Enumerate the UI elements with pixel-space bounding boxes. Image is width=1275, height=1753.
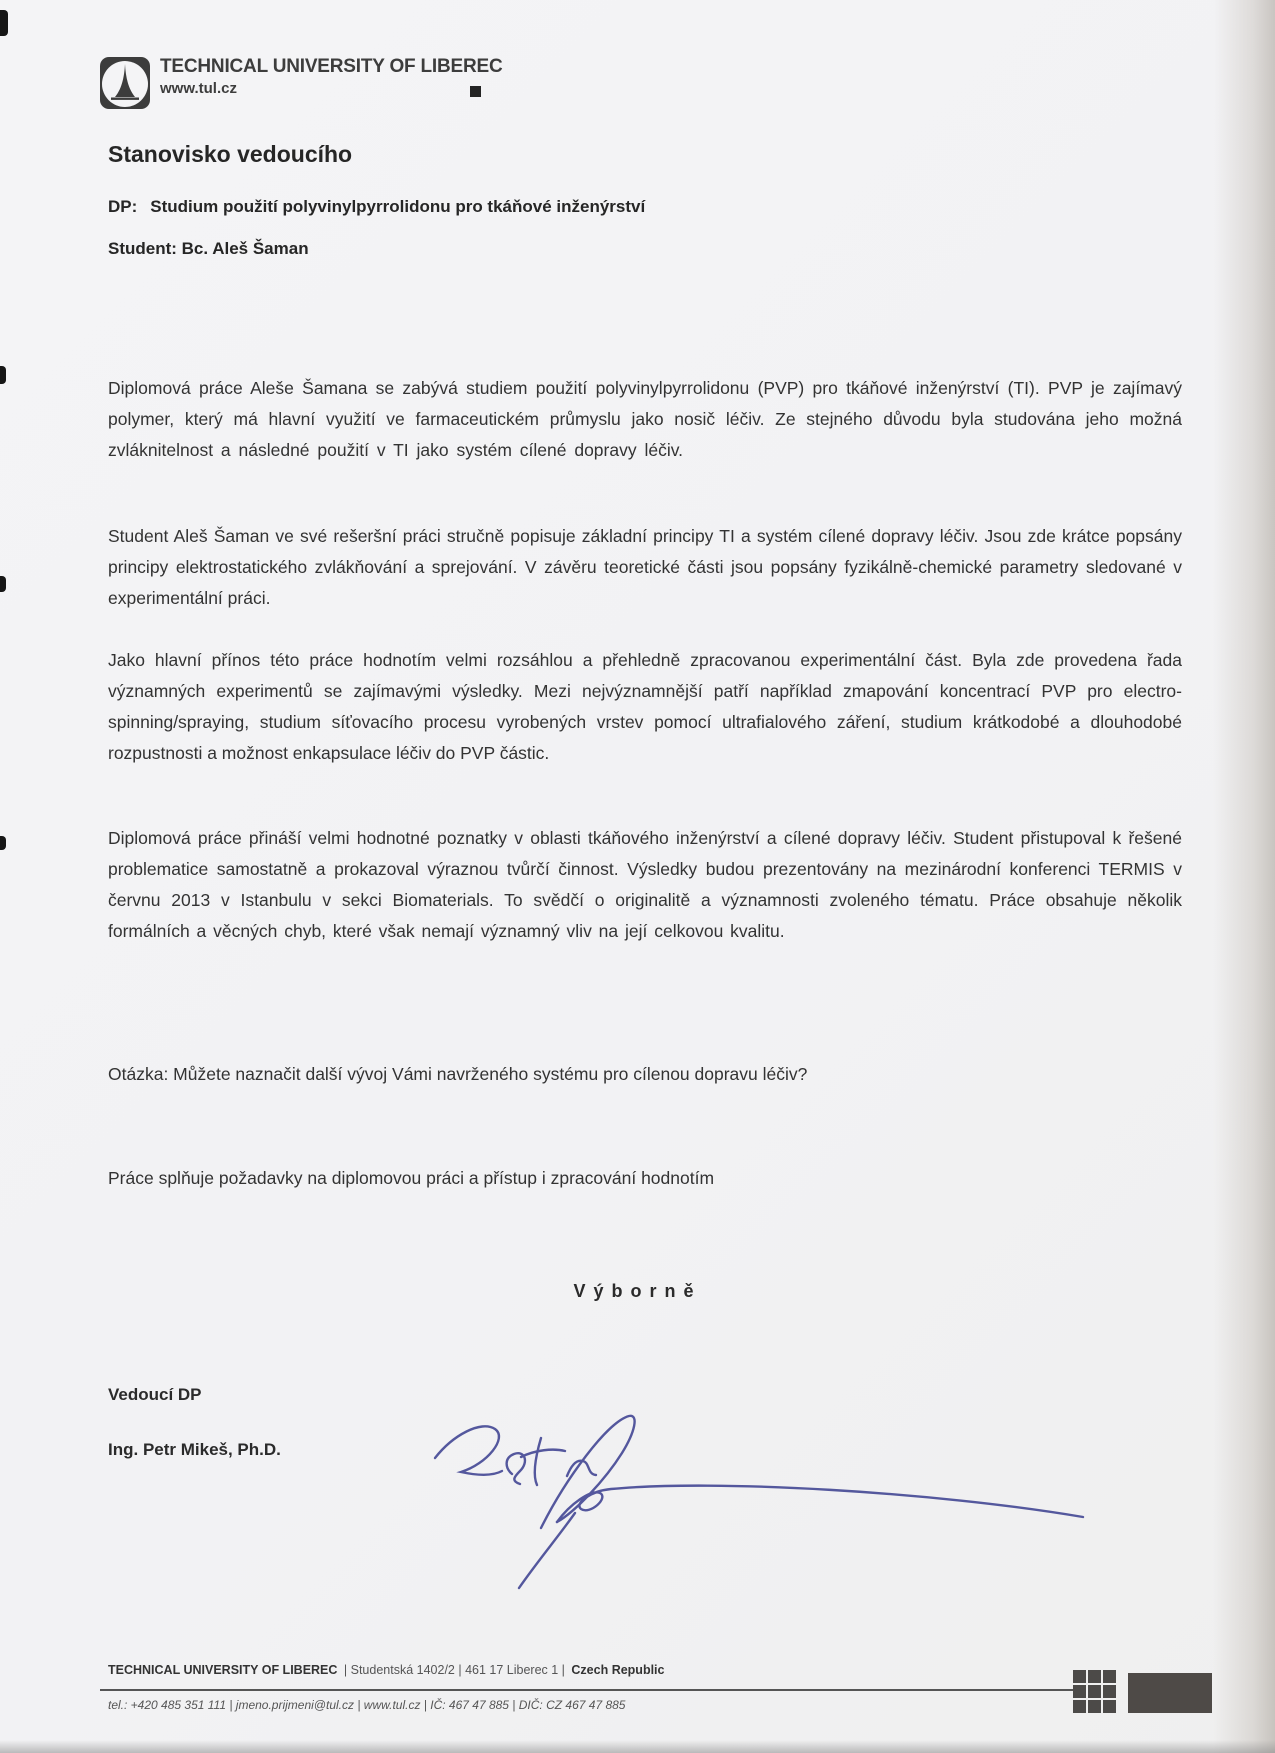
handwritten-signature: [415, 1380, 1105, 1605]
university-name: TECHNICAL UNIVERSITY OF LIBEREC: [160, 56, 503, 77]
paragraph-1: Diplomová práce Aleše Šamana se zabývá studiem použití polyvinylpyrrolidonu (PVP) pro tkáňové inženýrství (TI). PVP je zajímavý polymer, který má hlavní využití ve farmaceutickém průmyslu jako nosič léčiv. Ze stejného důvodu byla studována jeho možná zvláknitelnost a následné použití v TI jako systém cílené dopravy léčiv.: [108, 378, 1182, 460]
signer-role: Vedoucí DP: [108, 1385, 202, 1404]
scan-bottom-edge-shadow: [0, 1740, 1275, 1753]
tul-logo-icon: [100, 57, 150, 109]
footer-contact-line: tel.: +420 485 351 111 | jmeno.prijmeni@tul.cz | www.tul.cz | IČ: 467 47 885 | DIČ: CZ 467 47 885: [108, 1698, 626, 1712]
footer-country: Czech Republic: [571, 1663, 665, 1677]
question-line: Otázka: Můžete naznačit další vývoj Vámi navrženého systému pro cílenou dopravu léčiv?: [108, 1064, 808, 1084]
footer-university: TECHNICAL UNIVERSITY OF LIBEREC: [108, 1663, 338, 1677]
conclusion-line: Práce splňuje požadavky na diplomovou práci a přístup i zpracování hodnotím: [108, 1168, 715, 1188]
scan-edge-smudge: [0, 576, 6, 592]
paragraph-3: Jako hlavní přínos této práce hodnotím velmi rozsáhlou a přehledně zpracovanou experimentální část. Byla zde provedena řada významných experimentů se zajímavými výsledky. Mezi nejvýznamnější patří například zmapování koncentrací PVP pro electro-spinning/spraying, studium síťovacího procesu vyrobených vrstev pomocí ultrafialového záření, studium krátkodobé a dlouhodobé rozpustnosti a možnost enkapsulace léčiv do PVP částic.: [108, 650, 1182, 763]
footer-grid-mark-icon: [1073, 1670, 1117, 1714]
paragraph-2: Student Aleš Šaman ve své rešeršní práci stručně popisuje základní principy TI a systém cílené dopravy léčiv. Jsou zde krátce popsány principy elektrostatického zvlákňování a sprejování. V závěru teoretické části jsou popsány fyzikálně-chemické parametry sledované v experimentální práci.: [108, 526, 1182, 608]
dp-label: DP:: [108, 197, 138, 216]
student-line: Student: Bc. Aleš Šaman: [108, 239, 309, 258]
grade-text: Výborně: [573, 1281, 702, 1301]
scan-edge-smudge: [0, 10, 8, 36]
logo-spire-glyph: [102, 61, 148, 107]
signer-name: Ing. Petr Mikeš, Ph.D.: [108, 1440, 281, 1459]
paragraph-4: Diplomová práce přináší velmi hodnotné poznatky v oblasti tkáňového inženýrství a cílené dopravy léčiv. Student přistupoval k řešené problematice samostatně a prokazoval výraznou tvůrčí činnost. Výsledky budou prezentovány na mezinárodní konferenci TERMIS v červnu 2013 v Istanbulu v sekci Biomaterials. To svědčí o originalitě a významnosti zvoleného tématu. Práce obsahuje několik formálních a věcných chyb, které však nemají významný vliv na její celkovou kvalitu.: [108, 828, 1182, 941]
scan-edge-smudge: [0, 366, 6, 384]
header-square-mark-icon: [470, 86, 481, 97]
footer-divider: [100, 1689, 1073, 1691]
scan-edge-smudge: [0, 836, 6, 850]
page-title: Stanovisko vedoucího: [108, 141, 353, 167]
footer-address-line: [108, 1663, 664, 1677]
scan-right-edge-shadow: [1213, 0, 1275, 1753]
thesis-title: Studium použití polyvinylpyrrolidonu pro tkáňové inženýrství: [150, 197, 646, 216]
footer-rectangle-mark-icon: [1128, 1673, 1212, 1713]
thesis-title-line: [108, 197, 645, 217]
university-website: www.tul.cz: [160, 80, 237, 97]
footer-address: | Studentská 1402/2 | 461 17 Liberec 1 |: [343, 1663, 565, 1677]
